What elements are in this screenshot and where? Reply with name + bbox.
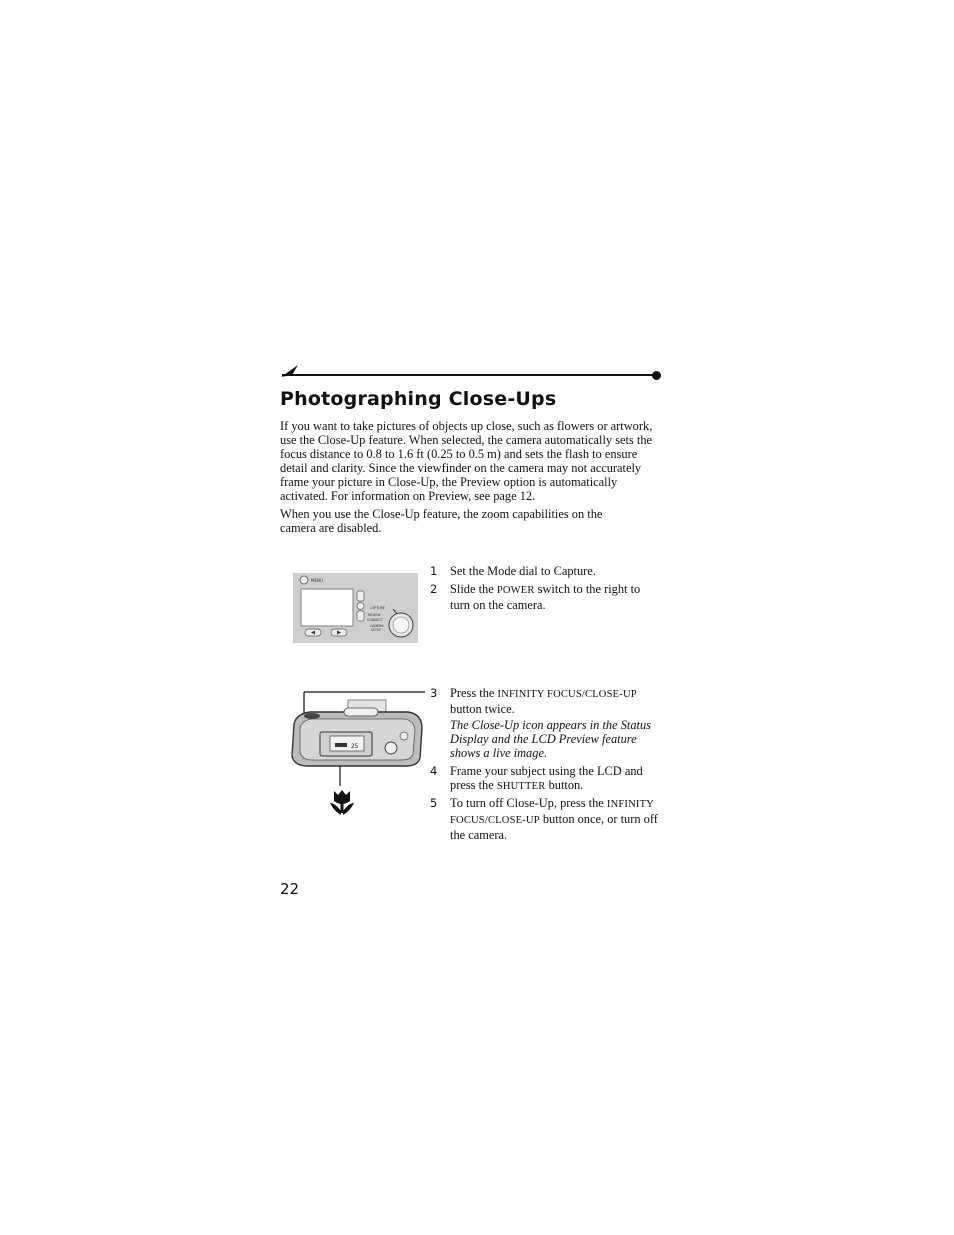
status-display-count: 25 xyxy=(351,743,359,750)
step-1 xyxy=(430,564,662,578)
step-text: Set the Mode dial to Capture. xyxy=(450,564,596,578)
dial-label-review: REVIEW xyxy=(368,613,381,617)
step-number: 5 xyxy=(430,796,438,810)
step-5 xyxy=(430,796,662,842)
page-title: Photographing Close-Ups xyxy=(280,388,557,410)
step-3 xyxy=(430,686,662,716)
step-4 xyxy=(430,764,662,794)
close-up-flower-icon xyxy=(329,789,355,817)
page-number: 22 xyxy=(280,880,300,898)
step-number: 3 xyxy=(430,686,438,700)
camera-back-illustration xyxy=(293,573,418,643)
pen-tip-icon xyxy=(280,363,300,379)
dial-label-capture: CAPTURE xyxy=(370,606,385,610)
dial-label-camera: CAMERA xyxy=(370,624,384,628)
shutter-key-label: SHUTTER xyxy=(496,781,546,792)
intro-paragraph-2: When you use the Close-Up feature, the zoom capabilities on the camera are disabled. xyxy=(280,507,603,535)
step-2 xyxy=(430,582,662,612)
dial-label-connect: CONNECT xyxy=(367,618,383,622)
header-rule xyxy=(282,374,657,376)
step-number: 4 xyxy=(430,764,438,778)
step-text: To turn off Close-Up, press the INFINITY FOCUS/CLOSE-UP button once, or turn off the camera. xyxy=(450,796,658,842)
header-rule-dot xyxy=(652,371,661,380)
step-number: 1 xyxy=(430,564,438,578)
step-number: 2 xyxy=(430,582,438,596)
power-key-label: POWER xyxy=(496,585,535,596)
camera-top-illustration xyxy=(288,688,428,823)
step-text: Slide the POWER switch to the right to turn on the camera. xyxy=(450,582,641,612)
step-text: Frame your subject using the LCD and press the SHUTTER button. xyxy=(450,764,643,792)
dial-label-setup: SETUP xyxy=(371,628,382,632)
step-text: Press the INFINITY FOCUS/CLOSE-UP button twice. xyxy=(450,686,637,716)
intro-paragraph-1: If you want to take pictures of objects up close, such as flowers or artwork, use the Close-Up feature. When selected, the camera automatically sets the focus distance to 0.8 to 1.6 ft (0.25 to 0.5 m) and sets the flash to ensure detail and clarity. Since the viewfinder on the camera may not accurately frame your picture in Close-Up, the Preview option is automatically activated. For information on Preview, see page 12. xyxy=(280,419,653,503)
infinity-focus-key-label: INFINITY FOCUS/CLOSE-UP xyxy=(450,799,654,826)
step-3-note: The Close-Up icon appears in the Status Display and the LCD Preview feature shows a live image. xyxy=(450,718,651,760)
menu-label: MENU xyxy=(311,578,323,583)
infinity-focus-key-label: INFINITY FOCUS/CLOSE-UP xyxy=(497,689,637,700)
